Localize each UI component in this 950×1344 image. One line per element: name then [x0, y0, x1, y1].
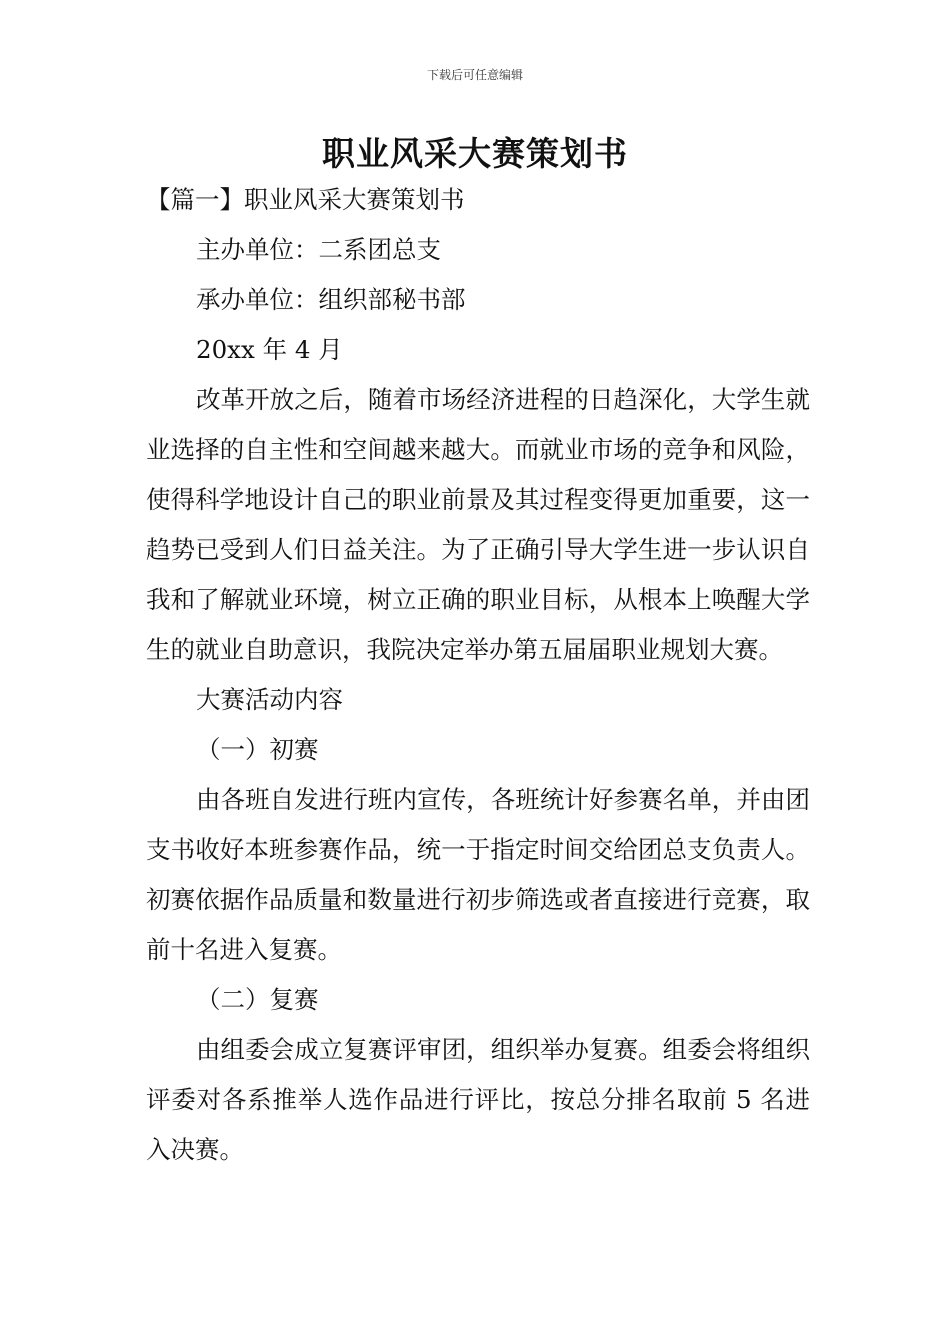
- intro-paragraph: 改革开放之后，随着市场经济进程的日趋深化，大学生就业选择的自主性和空间越来越大。而就业市场的竞争和风险，使得科学地设计自己的职业前景及其过程变得更加重要，这一趋势已受到人们日益关注。为了正确引导大学生进一步认识自我和了解就业环境，树立正确的职业目标，从根本上唤醒大学生的就业自助意识，我院决定举办第五届届职业规划大赛。: [146, 385, 810, 664]
- document-title: 职业风采大赛策划书: [322, 134, 628, 173]
- section-heading: 【篇一】职业风采大赛策划书: [146, 185, 465, 214]
- co-organizer-line: 承办单位：组织部秘书部: [196, 285, 466, 314]
- date-line: 20xx 年 4 月: [196, 335, 343, 364]
- round1-paragraph: 由各班自发进行班内宣传，各班统计好参赛名单，并由团支书收好本班参赛作品，统一于指定时间交给团总支负责人。初赛依据作品质量和数量进行初步筛选或者直接进行竞赛，取前十名进入复赛。: [146, 785, 810, 964]
- contest-heading: 大赛活动内容: [196, 685, 343, 714]
- round1-heading: （一）初赛: [196, 735, 319, 764]
- header-note: 下载后可任意编辑: [426, 68, 523, 82]
- round2-paragraph: 由组委会成立复赛评审团，组织举办复赛。组委会将组织评委对各系推举人选作品进行评比，按总分排名取前 5 名进入决赛。: [146, 1035, 810, 1164]
- document-body: [146, 175, 810, 1175]
- organizer-line: 主办单位：二系团总支: [196, 235, 441, 264]
- round2-heading: （二）复赛: [196, 985, 319, 1014]
